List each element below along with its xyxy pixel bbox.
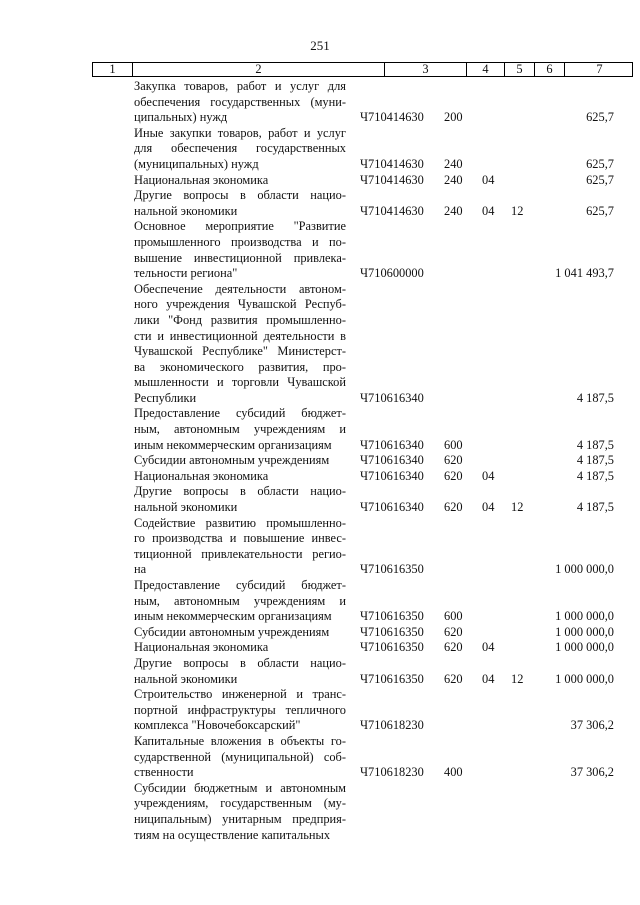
description-line: комплекса "Новочебоксарский"	[134, 718, 301, 733]
row-expense-type: 620	[444, 640, 463, 655]
word: унитарным	[222, 811, 282, 826]
word: и	[296, 687, 303, 702]
word: Чувашской	[287, 375, 346, 390]
word: бюджетным	[194, 780, 258, 795]
table-row	[0, 656, 640, 687]
word: ного	[134, 297, 158, 312]
row-description	[134, 406, 346, 453]
word: Капитальные	[134, 733, 205, 748]
row-target-code: Ч710616350	[360, 624, 424, 639]
word: в	[340, 328, 346, 343]
table-row	[0, 469, 640, 485]
row-expense-type: 600	[444, 609, 463, 624]
table-row	[0, 173, 640, 189]
row-description	[134, 640, 346, 656]
word: инфраструктуры	[187, 702, 276, 717]
word: в	[240, 188, 246, 203]
word: тиционной	[134, 546, 192, 561]
word: Предоставление	[134, 406, 220, 421]
row-amount: 625,7	[586, 203, 614, 218]
row-expense-type: 620	[444, 624, 463, 639]
row-amount: 1 000 000,0	[555, 624, 614, 639]
row-amount: 4 187,5	[576, 390, 614, 405]
description-line	[134, 594, 346, 610]
description-line	[134, 796, 346, 812]
row-amount: 4 187,5	[576, 500, 614, 515]
description-line: нальной экономики	[134, 203, 238, 218]
word: развития	[210, 312, 258, 327]
word: привлека-	[293, 250, 346, 265]
word: промышленно-	[266, 515, 346, 530]
description-line	[134, 406, 346, 422]
table-row	[0, 516, 640, 578]
row-target-code: Ч710616340	[360, 437, 424, 452]
word: обеспечения	[134, 94, 201, 109]
word: ным,	[134, 422, 160, 437]
word: производства	[231, 234, 302, 249]
row-amount: 37 306,2	[570, 718, 614, 733]
description-line: Субсидии автономным учреждениям	[134, 624, 330, 639]
word: (му-	[323, 796, 346, 811]
word: области	[257, 484, 299, 499]
word: предприя-	[292, 811, 346, 826]
row-amount: 1 000 000,0	[555, 640, 614, 655]
row-description	[134, 734, 346, 781]
word: Чувашской	[237, 297, 297, 312]
word: Содействие	[134, 515, 196, 530]
row-expense-type: 620	[444, 468, 463, 483]
word: и	[216, 375, 224, 390]
description-line	[134, 375, 346, 391]
word: ниципальным)	[134, 811, 212, 826]
row-expense-type: 620	[444, 453, 463, 468]
row-amount: 4 187,5	[576, 453, 614, 468]
table-body	[0, 79, 640, 843]
description-line	[134, 126, 346, 142]
word: инвестиционной	[193, 250, 282, 265]
table-header	[92, 62, 633, 77]
description-line	[134, 297, 346, 313]
word: и	[303, 125, 311, 140]
word: государственных	[255, 141, 346, 156]
table-row	[0, 188, 640, 219]
word: развития,	[258, 359, 309, 374]
word: услуг	[316, 125, 346, 140]
row-section: 04	[482, 172, 495, 187]
word: Субсидии	[134, 780, 186, 795]
row-amount: 37 306,2	[570, 765, 614, 780]
table-row	[0, 625, 640, 641]
word: автономным	[280, 780, 346, 795]
word: "Развитие	[293, 219, 346, 234]
row-target-code: Ч710616350	[360, 609, 424, 624]
word: Закупка	[134, 79, 176, 93]
row-expense-type: 600	[444, 437, 463, 452]
row-amount: 4 187,5	[576, 468, 614, 483]
word: работ	[268, 125, 298, 140]
row-expense-type: 200	[444, 110, 463, 125]
word: учреждениям	[253, 422, 326, 437]
word: и	[339, 593, 346, 608]
row-description	[134, 282, 346, 407]
word: учреждениям,	[134, 796, 209, 811]
table-row	[0, 734, 640, 781]
word: про-	[322, 359, 346, 374]
word: для	[327, 79, 346, 93]
table-row	[0, 687, 640, 734]
word: сти	[134, 328, 152, 343]
word: и	[229, 531, 237, 546]
word: бюджет-	[301, 578, 346, 592]
word: Строительство	[134, 687, 213, 702]
word: инвес-	[311, 531, 346, 546]
word: Министерст-	[277, 344, 346, 359]
description-line	[134, 141, 346, 157]
table-row	[0, 484, 640, 515]
description-line	[134, 329, 346, 345]
word: развитию	[205, 515, 257, 530]
header-col-3: 3	[385, 63, 467, 76]
row-target-code: Ч710616340	[360, 390, 424, 405]
row-target-code: Ч710600000	[360, 266, 424, 281]
row-description	[134, 656, 346, 687]
row-description	[134, 578, 346, 625]
word: сударственной	[134, 749, 212, 764]
description-line	[134, 703, 346, 719]
word: обеспечения	[171, 141, 238, 156]
word: го	[134, 531, 145, 546]
description-line: нальной экономики	[134, 500, 238, 515]
description-line	[134, 219, 346, 235]
description-line	[134, 781, 346, 797]
word: экономического	[159, 359, 244, 374]
word: вышение	[134, 250, 182, 265]
word: деятельности	[263, 328, 335, 343]
word: Респуб-	[304, 297, 346, 312]
word: ва	[134, 359, 146, 374]
header-col-4: 4	[467, 63, 505, 76]
row-target-code: Ч710618230	[360, 765, 424, 780]
word: мышленности	[134, 375, 209, 390]
row-target-code: Ч710616340	[360, 468, 424, 483]
word: государственным	[220, 796, 312, 811]
description-line	[134, 516, 346, 532]
row-description	[134, 484, 346, 515]
description-line: Национальная экономика	[134, 468, 269, 483]
row-description	[134, 469, 346, 485]
word: Другие	[134, 188, 172, 203]
row-amount: 625,7	[586, 156, 614, 171]
word: промышленного	[134, 234, 221, 249]
word: ным,	[134, 593, 160, 608]
table-row	[0, 781, 640, 843]
description-line	[134, 656, 346, 672]
word: повышение	[243, 531, 305, 546]
table-row	[0, 126, 640, 173]
description-line	[134, 282, 346, 298]
word: учреждения	[166, 297, 230, 312]
word: го-	[330, 733, 346, 748]
row-subsection: 12	[511, 203, 524, 218]
row-description	[134, 126, 346, 173]
description-line	[134, 344, 346, 360]
row-target-code: Ч710414630	[360, 172, 424, 187]
row-expense-type: 240	[444, 172, 463, 187]
description-line	[134, 313, 346, 329]
description-line: нальной экономики	[134, 671, 238, 686]
row-target-code: Ч710414630	[360, 203, 424, 218]
row-target-code: Ч710618230	[360, 718, 424, 733]
word: Другие	[134, 655, 172, 670]
word: субсидий	[235, 578, 286, 592]
description-line	[134, 750, 346, 766]
word: (муни-	[310, 94, 346, 109]
word: промышленно-	[266, 312, 346, 327]
word: Основное	[134, 219, 186, 234]
word: услуг	[290, 79, 320, 93]
row-amount: 4 187,5	[576, 437, 614, 452]
row-target-code: Ч710616350	[360, 640, 424, 655]
row-expense-type: 400	[444, 765, 463, 780]
description-line: Национальная экономика	[134, 172, 269, 187]
header-col-7: 7	[596, 62, 603, 76]
row-expense-type: 620	[444, 671, 463, 686]
word: Предоставление	[134, 578, 220, 592]
word: лики	[134, 312, 160, 327]
word: Чувашской	[134, 344, 193, 359]
description-line	[134, 79, 346, 95]
row-description	[134, 79, 346, 126]
row-description	[134, 516, 346, 578]
row-description	[134, 453, 346, 469]
word: "Фонд	[168, 312, 203, 327]
header-col-5: 5	[505, 63, 535, 76]
description-line	[134, 422, 346, 438]
row-section: 04	[482, 203, 495, 218]
word: вопросы	[183, 484, 229, 499]
row-subsection: 12	[511, 500, 524, 515]
word: по-	[329, 234, 346, 249]
description-line	[134, 578, 346, 594]
description-line	[134, 531, 346, 547]
row-description	[134, 625, 346, 641]
word: автоном-	[298, 281, 346, 296]
word: учреждениям	[253, 593, 326, 608]
description-line: Республики	[134, 390, 197, 405]
word: вложения	[210, 733, 262, 748]
word: привлекательности	[201, 546, 303, 561]
word: области	[257, 188, 299, 203]
description-line	[134, 235, 346, 251]
word: бюджет-	[301, 406, 346, 421]
row-subsection: 12	[511, 671, 524, 686]
word: вопросы	[183, 188, 229, 203]
word: в	[240, 484, 246, 499]
table-row	[0, 578, 640, 625]
description-line	[134, 95, 346, 111]
description-line	[134, 188, 346, 204]
word: нацио-	[310, 484, 346, 499]
row-section: 04	[482, 500, 495, 515]
word: Обеспечение	[134, 281, 203, 296]
word: нацио-	[310, 188, 346, 203]
table-row	[0, 453, 640, 469]
word: транс-	[312, 687, 346, 702]
word: регио-	[312, 546, 346, 561]
table-row	[0, 406, 640, 453]
header-col-6: 6	[535, 63, 565, 76]
description-line: иным некоммерческим организациям	[134, 437, 332, 452]
table-row	[0, 640, 640, 656]
table-row	[0, 219, 640, 281]
word: товаров,	[184, 79, 229, 93]
description-line: (муниципальных) нужд	[134, 156, 259, 171]
word: в	[268, 733, 274, 748]
row-expense-type: 240	[444, 203, 463, 218]
word: и	[265, 780, 273, 795]
word: (муниципальной)	[221, 749, 314, 764]
word: инвестиционной	[169, 328, 258, 343]
row-amount: 1 000 000,0	[555, 562, 614, 577]
row-amount: 625,7	[586, 110, 614, 125]
word: и	[339, 422, 346, 437]
row-amount: 625,7	[586, 172, 614, 187]
description-line	[134, 687, 346, 703]
row-description	[134, 188, 346, 219]
description-line: иным некоммерческим организациям	[134, 609, 332, 624]
word: нацио-	[310, 655, 346, 670]
header-col-2: 2	[133, 63, 385, 76]
word: области	[257, 655, 299, 670]
description-line	[134, 812, 346, 828]
word: автономным	[174, 593, 240, 608]
word: работ	[236, 79, 267, 93]
header-col-1: 1	[93, 63, 133, 76]
description-line	[134, 360, 346, 376]
row-amount: 1 041 493,7	[555, 266, 614, 281]
row-target-code: Ч710616340	[360, 500, 424, 515]
description-line: Национальная экономика	[134, 640, 269, 655]
word: вопросы	[183, 655, 229, 670]
word: для	[134, 141, 153, 156]
description-line: ципальных) нужд	[134, 110, 228, 125]
row-description	[134, 687, 346, 734]
row-description	[134, 173, 346, 189]
word: инженерной	[221, 687, 287, 702]
row-target-code: Ч710414630	[360, 156, 424, 171]
word: товаров,	[217, 125, 262, 140]
word: субсидий	[235, 406, 286, 421]
word: тепличного	[285, 702, 346, 717]
page-number: 251	[310, 38, 330, 53]
row-amount: 1 000 000,0	[555, 671, 614, 686]
description-line: Субсидии автономным учреждениям	[134, 453, 330, 468]
word: Республике"	[202, 344, 268, 359]
row-section: 04	[482, 640, 495, 655]
description-line: тиям на осуществление капитальных	[134, 827, 331, 842]
word: Другие	[134, 484, 172, 499]
word: государственных	[210, 94, 301, 109]
word: и	[157, 328, 164, 343]
word: и	[274, 79, 282, 93]
word: деятельности	[215, 281, 287, 296]
word: и	[311, 234, 319, 249]
row-description	[134, 781, 346, 843]
description-line: ственности	[134, 765, 194, 780]
row-expense-type: 620	[444, 500, 463, 515]
row-section: 04	[482, 671, 495, 686]
description-line	[134, 547, 346, 563]
row-target-code: Ч710414630	[360, 110, 424, 125]
word: закупки	[169, 125, 212, 140]
word: в	[240, 655, 246, 670]
row-description	[134, 219, 346, 281]
word: портной	[134, 702, 178, 717]
table-row	[0, 79, 640, 126]
table-row	[0, 282, 640, 407]
row-expense-type: 240	[444, 156, 463, 171]
description-line: тельности региона"	[134, 266, 238, 281]
description-line	[134, 734, 346, 750]
word: объекты	[280, 733, 325, 748]
row-target-code: Ч710616350	[360, 562, 424, 577]
word: производства	[152, 531, 223, 546]
word: мероприятие	[205, 219, 274, 234]
word: Иные	[134, 125, 164, 140]
row-target-code: Ч710616340	[360, 453, 424, 468]
word: соб-	[323, 749, 346, 764]
description-line: на	[134, 562, 147, 577]
word: торговли	[231, 375, 279, 390]
word: автономным	[174, 422, 240, 437]
description-line	[134, 484, 346, 500]
row-target-code: Ч710616350	[360, 671, 424, 686]
row-amount: 1 000 000,0	[555, 609, 614, 624]
row-section: 04	[482, 468, 495, 483]
description-line	[134, 251, 346, 267]
